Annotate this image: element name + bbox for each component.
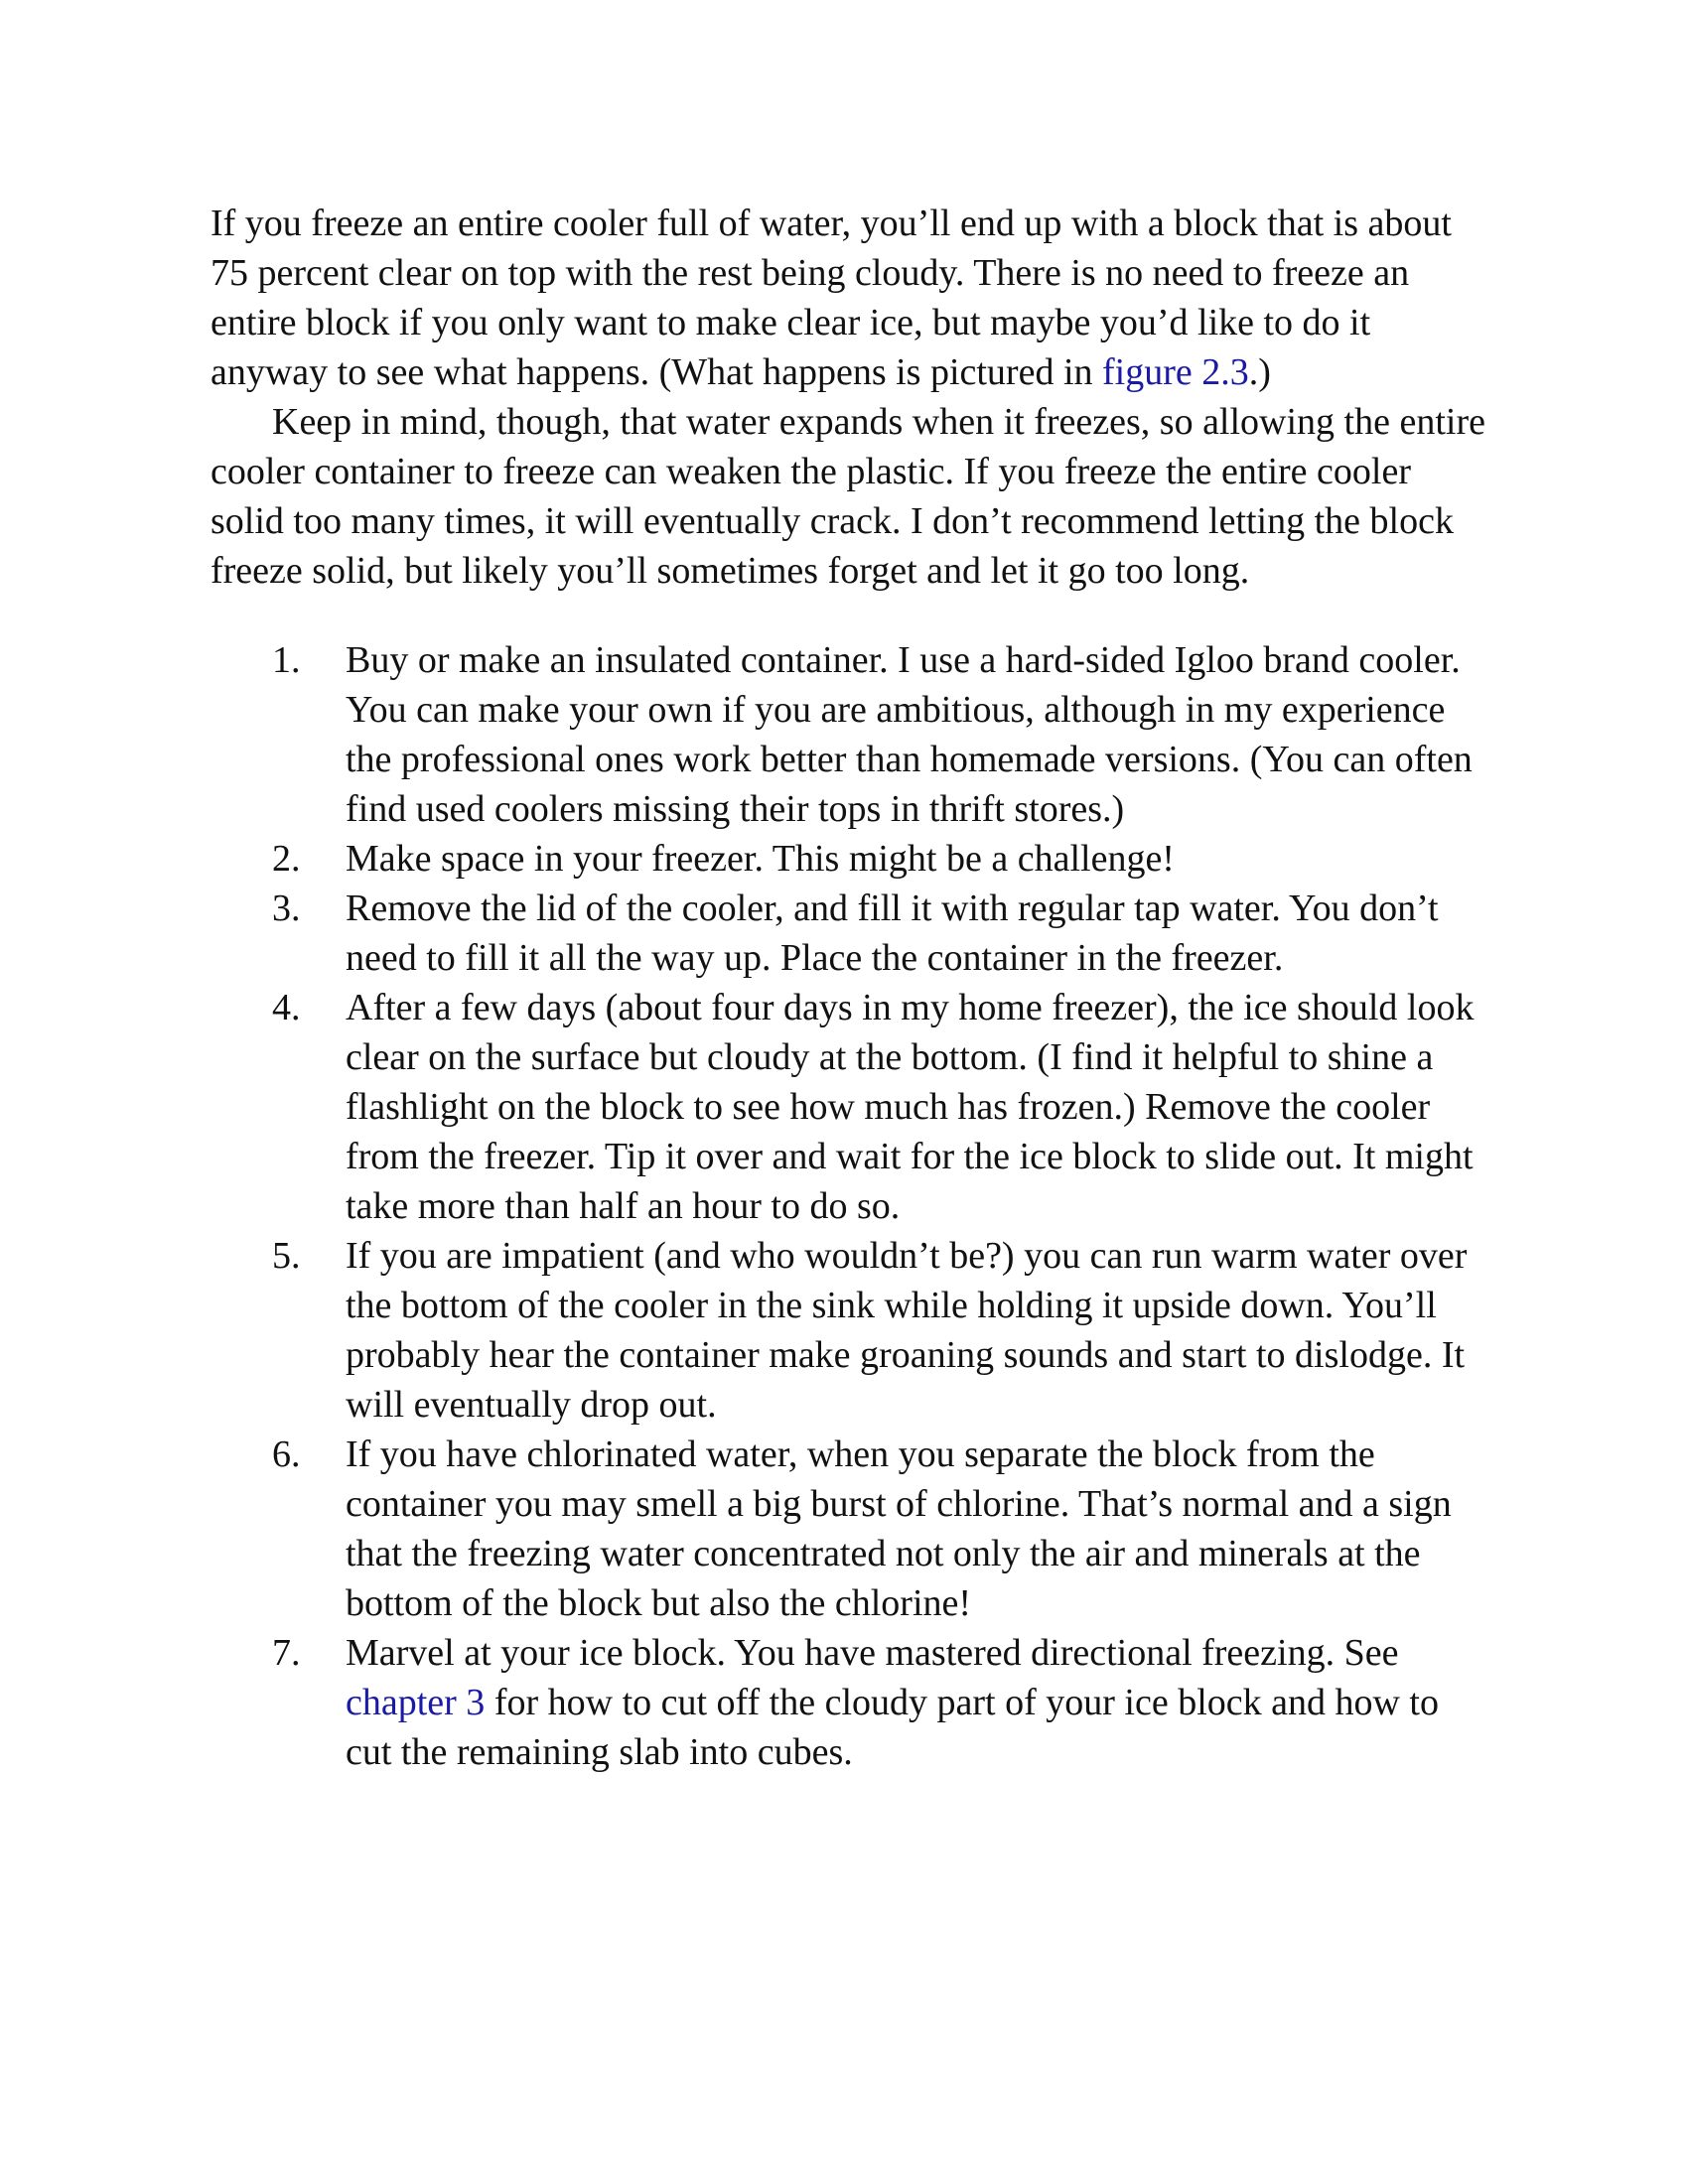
step-text: If you have chlorinated water, when you separate the block from the container you may smell a big burst of chlorine. That’s normal and a sign that the freezing water concentrated not only the air and minerals at the bottom of the block but also the chlorine! [346,1433,1452,1624]
step-number: 5. [272,1235,301,1277]
step-text: Remove the lid of the cooler, and fill it with regular tap water. You don’t need to fill it all the way up. Place the container in the freezer. [346,887,1439,979]
step-item [211,1231,1491,1430]
intro-text: If you freeze an entire cooler full of water, you’ll end up with a block that is about 75 percent clear on top with the rest being cloudy. There is no need to freeze an entire block if you only want to make clear ice, but maybe you’d like to do it anyway to see what happens. (What happens is pictured in [211,203,1452,393]
step-item [211,884,1491,983]
warning-paragraph: Keep in mind, though, that water expands when it freezes, so allowing the entire cooler container to freeze can weaken the plastic. If you freeze the entire cooler solid too many times, it will eventually crack. I don’t recommend letting the block freeze solid, but likely you’ll sometimes forget and let it go too long. [211,401,1485,592]
step-text: Make space in your freezer. This might be a challenge! [346,838,1175,880]
step-text: Buy or make an insulated container. I use a hard-sided Igloo brand cooler. You can make your own if you are ambitious, although in my experience the professional ones work better than homemade versions. (You can often find used coolers missing their tops in thrift stores.) [346,639,1473,830]
step-number: 3. [272,887,301,929]
step-item [211,983,1491,1231]
step-number: 2. [272,838,301,880]
intro-paragraph [211,199,1491,397]
step-number: 6. [272,1433,301,1475]
step-text-start: Marvel at your ice block. You have mastered directional freezing. See [346,1632,1399,1674]
step-item [211,635,1491,834]
step-text: After a few days (about four days in my home freezer), the ice should look clear on the surface but cloudy at the bottom. (I find it helpful to shine a flashlight on the block to see how much has frozen.) Remove the cooler from the freezer. Tip it over and wait for the ice block to slide out. It might take more than half an hour to do so. [346,987,1475,1227]
step-text-end: for how to cut off the cloudy part of your ice block and how to cut the remaining slab into cubes. [346,1682,1439,1773]
step-number: 1. [272,639,301,681]
step-item [211,834,1491,884]
intro-text-end: .) [1248,351,1271,393]
document-page [211,199,1491,1777]
figure-2-3-link[interactable]: figure 2.3 [1102,351,1249,393]
step-text: If you are impatient (and who wouldn’t be?) you can run warm water over the bottom of the cooler in the sink while holding it upside down. You’ll probably hear the container make groaning sounds and start to dislodge. It will eventually drop out. [346,1235,1468,1426]
step-number: 4. [272,987,301,1028]
step-item [211,1430,1491,1628]
chapter-3-link[interactable]: chapter 3 [346,1682,486,1723]
steps-list [211,635,1491,1777]
step-number: 7. [272,1632,301,1674]
step-item [211,1628,1491,1777]
